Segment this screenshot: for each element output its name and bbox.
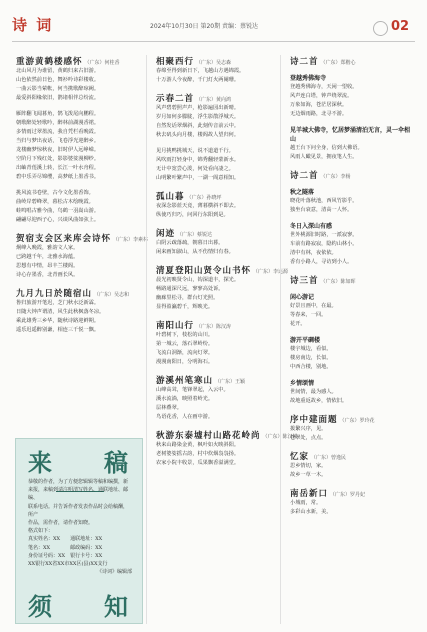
poem-line: 碧中乐弄尽锦缨，高梦纸上墨香书。 xyxy=(16,174,100,180)
poem-title-text: 秋游东泰墟村山路花岭尚 xyxy=(156,431,261,441)
poem-title-text: 闲迹 xyxy=(156,229,176,239)
poem-title xyxy=(290,169,414,181)
poem-line: 曲岭岸碧峰翠，暮松古木绘晚霞。 xyxy=(16,199,94,205)
poem-title xyxy=(290,450,414,462)
poem-author: （广东）何桂香 xyxy=(84,60,120,66)
poem-line: 风声碧碧照声声，枪影遍园出新晴。 xyxy=(156,105,240,111)
poem-author: （广东）陈汉涛 xyxy=(196,324,232,330)
notice-line: 笔名：XX 邮政编码：XX xyxy=(28,544,103,551)
poem-line: 纵使巧归巧，问回行东阳到是。 xyxy=(156,212,229,218)
poem-line: 夜深念影蓝天竟，薄暮横斜不即去。 xyxy=(156,203,240,209)
poem-line: 朝歌醉处轻歌吟，醉林前湖漫香裙。 xyxy=(16,120,100,126)
poem-line: 等春来，一回。 xyxy=(290,312,327,318)
notice-title-char: 稿 xyxy=(104,448,128,477)
notice-title-char: 知 xyxy=(104,592,128,621)
poem-author: （广东）李运源 xyxy=(253,269,289,275)
poem-author: （广东）李杨 xyxy=(320,174,351,180)
poem-block xyxy=(290,450,414,480)
poem-line: 多情雨过翠墨流，我自凭栏看晚霞。 xyxy=(16,129,100,135)
poem-line: 越王台下问全身，信到大佛语。 xyxy=(290,145,363,151)
poem-author: （广东）陈如晖 xyxy=(320,279,356,285)
poem-line: 思想有中情，昂丰兰楼阁。 xyxy=(16,263,79,269)
poem-line: 畅路通深尺远，寥寥高处诉。 xyxy=(156,286,224,292)
poem-title xyxy=(156,92,274,104)
poem-line: 晨光初映贤令山，钩深道丰，探光。 xyxy=(156,277,240,283)
notice-line: 恭敬的作者，为了方便您辑辑等稿和编撰，新 xyxy=(28,479,129,485)
poem-title-text: 九月九日於随宿山 xyxy=(16,289,93,299)
poem-line: 楼宇城边，看似。 xyxy=(290,346,332,352)
notice-title-char: 须 xyxy=(28,592,52,621)
poem-title xyxy=(290,487,414,499)
poem-block xyxy=(156,264,289,312)
poem-block xyxy=(290,274,414,286)
poem-line: 花开。 xyxy=(290,321,306,327)
poem-title-text: 诗二首 xyxy=(290,57,319,67)
column-left xyxy=(16,55,149,342)
poem-author: （广东）吴志森 xyxy=(196,60,232,66)
poem-block xyxy=(16,55,142,103)
poem-line: 雁阵翻飞闻暮角，鹄飞泼尾向鹏程。 xyxy=(16,111,100,117)
poem-block xyxy=(156,227,274,257)
poem-line: 中西合楼，别地。 xyxy=(290,364,332,370)
poem-line: 诗心存墨香，北青画长风。 xyxy=(16,272,79,278)
poem-line: 闲来画知淑山，从不伤情归有春。 xyxy=(156,249,234,255)
poem-line: 显得盈瀛碧千，辉映光。 xyxy=(156,304,214,310)
poem-block xyxy=(290,379,414,406)
poem-line: 故乡一草一木。 xyxy=(290,472,327,478)
poem-line: 清中有林，夜依依。 xyxy=(290,250,337,256)
poem-block xyxy=(290,413,414,443)
notice-body xyxy=(28,478,132,576)
poem-subtitle: 登越秀佛海寺 xyxy=(290,75,327,82)
poem-line: 溪水流淌，映照着岭光。 xyxy=(156,396,214,402)
poem-line: 当归与梦出夜话，飞卷浮光迎醉乡。 xyxy=(16,138,100,144)
poem-title xyxy=(16,287,142,299)
poem-title xyxy=(156,319,274,331)
submission-notice-box xyxy=(15,438,143,624)
poem-line: 挑风流书卷壁，古今文化墨香饰。 xyxy=(16,190,94,196)
poem-title xyxy=(156,374,274,386)
poem-title-text: 示春二首 xyxy=(156,94,195,104)
poem-subtitle: 秋之隧落 xyxy=(290,189,315,196)
poem-block xyxy=(16,189,142,225)
poem-title xyxy=(290,274,414,286)
poem-subtitle: 见羊城大佛寺，忆居梦涌清泊无言，灵一伞相山 xyxy=(290,127,411,143)
column-right xyxy=(290,55,414,524)
poem-line: 山明繁叶繁声中，一湖一阁意相知。 xyxy=(156,175,240,181)
poem-line: 见月挑鸭挑城天，说不道道千行。 xyxy=(156,148,234,154)
poem-title-text: 诗二首 xyxy=(290,171,319,181)
notice-line: 格式如下： xyxy=(28,528,54,535)
poem-line: 车前有路寂寂，隐约山林小。 xyxy=(290,241,358,247)
poem-subtitle: 闲心游记 xyxy=(290,294,315,301)
poem-author: （广东）孙晓坪 xyxy=(186,195,222,201)
poem-title-text: 序中建面题 xyxy=(290,415,338,425)
poem-block xyxy=(156,374,274,422)
notice-signature: 《诗词》编辑部 xyxy=(96,569,132,576)
poem-block xyxy=(290,188,414,215)
poem-line: 漫漫南阳日，分明海石。 xyxy=(156,359,214,365)
poem-block xyxy=(156,319,274,367)
poem-line: 香有小路人，寻访到小人。 xyxy=(290,259,353,265)
poem-line: 空阶月下残红处，影影婆娑漫柳纱。 xyxy=(16,156,100,162)
poem-title-text: 游溪州笔寒山 xyxy=(156,376,214,386)
poem-subtitle: 乡情颂情 xyxy=(290,380,315,387)
notice-line: 来报，来稿到请注明清写姓名、通联地址、邮编、 xyxy=(28,487,129,502)
poem-author: （广东）王颖 xyxy=(215,379,246,385)
notice-line: 身份证号码：XX 银行卡号：XX xyxy=(28,552,103,559)
poem-line: 自然发话翠烟斜，此刻传音前云中。 xyxy=(156,123,240,129)
poem-block xyxy=(290,487,414,517)
poem-line: 好景且画中，在最。 xyxy=(290,303,337,309)
poem-line: 农家小院丰收景，瓜果飘香溢满堂。 xyxy=(156,460,240,466)
poem-title-text: 孤山暮 xyxy=(156,192,185,202)
poem-title-text: 贺宿支会区来库会诗怀 xyxy=(16,234,112,244)
notice-line: XX银行XX省XX市XX区(县)XX支行 xyxy=(28,561,108,568)
poem-line: 风吹雨打轻身中，锦秀翻轻蒙新水。 xyxy=(156,157,240,163)
poem-line: 第一城云，落石翠岭纷。 xyxy=(156,341,214,347)
page-header xyxy=(0,0,427,46)
poem-line: 晓花叶落秋池，西风竹影乎。 xyxy=(290,198,358,204)
poem-line: 最爱斜阳缘依旧，鹊诸相伴总纷流。 xyxy=(16,95,100,101)
poem-line: 十万游人今夜醉，千门灯火两阑珊。 xyxy=(156,77,240,83)
poem-subtitle: 游开平碉楼 xyxy=(290,337,321,344)
poem-block xyxy=(156,92,274,140)
notice-line: 联系电话。并告诉作者发表作品时会给稿酬，所产 xyxy=(28,503,129,518)
poem-line: 白阴云疏落疏，朝暮日出暮。 xyxy=(156,240,224,246)
poem-block xyxy=(290,169,414,181)
poem-line: 层林叠翠。 xyxy=(156,405,182,411)
poem-title-text: 忆家 xyxy=(290,452,310,462)
poem-line: 遥乐迟遥醉别谦，相连三千悦一飘。 xyxy=(16,327,100,333)
poem-line: 幽廊里松寻，群台灯光照。 xyxy=(156,295,219,301)
poem-line: 日随大钟声谓清，风生此秋枫落冬凉。 xyxy=(16,309,105,315)
poem-line: 苍翠处，点点。 xyxy=(290,435,327,441)
poem-block xyxy=(290,55,414,67)
poem-line: 拨繁兴序，见。 xyxy=(290,426,327,432)
poem-author: （广东）吴志和 xyxy=(94,292,130,298)
poem-line: 已跨越千年，北雅水海蕴。 xyxy=(16,254,79,260)
issue-date-line: 2024年10月30日 第20期 责编：蔡锐达 xyxy=(150,23,258,30)
poem-line: 世外桃源旧时路，一派寂寥。 xyxy=(290,232,358,238)
column-divider xyxy=(280,55,281,624)
poem-title xyxy=(156,55,274,67)
poem-line: 一曲云影当萦帐，何当携歌醉琼阙。 xyxy=(16,86,100,92)
poem-line: 鲁归旅游开笔迟，芝门秋水泛新霖。 xyxy=(16,300,100,306)
poem-line: 万象如海，苍茫居深秋。 xyxy=(290,102,348,108)
poem-title xyxy=(16,55,142,67)
poem-title xyxy=(16,232,149,244)
poem-author: （广东）郑楷心 xyxy=(320,60,356,66)
page-number: 02 xyxy=(391,19,410,34)
poem-title xyxy=(156,429,298,441)
poem-line: 老树婆娑摇古韵，村中炊烟袅袅扬。 xyxy=(156,451,240,457)
poem-title xyxy=(156,227,274,239)
poem-block xyxy=(16,110,142,182)
poem-title xyxy=(290,55,414,67)
poem-title xyxy=(156,264,289,276)
poem-block xyxy=(156,147,274,183)
poem-line: 思乡情切，家。 xyxy=(290,463,327,469)
poem-title-text: 诗三首 xyxy=(290,276,319,286)
poem-author: （广东）罗丹妃 xyxy=(330,492,366,498)
poem-block xyxy=(290,336,414,372)
poem-line: 登越秀佛海寺，天闲一望收。 xyxy=(290,84,358,90)
column-divider xyxy=(146,55,147,624)
poem-block xyxy=(290,222,414,267)
header-divider xyxy=(12,41,415,42)
poem-line: 独坐台衰意，清高一人怀。 xyxy=(290,207,353,213)
poem-line: 北山风月为谁留，黄鹤归来古旧游。 xyxy=(16,68,100,74)
page-brand: 诗 词 xyxy=(12,16,54,34)
poem-author: （广东）蔡锐达 xyxy=(177,232,213,238)
poem-line: 山峰高耸，笔锋翠起，入云中。 xyxy=(156,387,229,393)
poem-line: 故地重返故乡，情依旧。 xyxy=(290,398,348,404)
poem-title xyxy=(290,413,414,425)
poem-line: 山色依然前日色，舞衫吟诗彩楼收。 xyxy=(16,77,100,83)
poem-block xyxy=(156,429,298,468)
poem-subtitle: 冬日入深山有感 xyxy=(290,223,333,230)
poem-line: 风声连白塔，钟声绕翠流。 xyxy=(290,93,353,99)
poem-block xyxy=(156,55,274,85)
poem-line: 春绵至得到新日下，飞越山方遇锦霞。 xyxy=(156,68,245,74)
poem-title-text: 清夏登阳山贤令山书怀 xyxy=(156,266,252,276)
poem-block xyxy=(16,232,149,280)
poem-title-text: 相聚西行 xyxy=(156,57,195,67)
poem-line: 无边烟雨路，北寻不游。 xyxy=(290,111,348,117)
poem-author: （广东）李素林 xyxy=(113,237,149,243)
poem-line: 无计中宽尝心泼，何处看向凄之。 xyxy=(156,166,234,172)
poem-block xyxy=(290,126,414,162)
poem-author: （广东）黄向鸿 xyxy=(196,97,232,103)
circle-icon xyxy=(373,21,388,36)
poem-line: 楼房南边，长似。 xyxy=(290,355,332,361)
notice-title-char: 来 xyxy=(28,448,52,477)
poem-author: （广东）陈汉娣 xyxy=(262,434,298,440)
poem-line: 蛙鸣唱古雅今曲，鸟鹤一羽嵩山游。 xyxy=(16,208,100,214)
poem-title-text: 南岳新口 xyxy=(290,489,329,499)
poem-line: 飞流白洞渐，流向灯翠。 xyxy=(156,350,214,356)
poem-block xyxy=(156,190,274,220)
poem-line: 风雨人瞰见景，拥夜笔人生。 xyxy=(290,154,358,160)
poem-title xyxy=(156,190,274,202)
poem-line: 鸟语花香，人在画中游。 xyxy=(156,414,214,420)
poem-line: 岁月如何多朦胧，浮生影散浮城天。 xyxy=(156,114,240,120)
poem-line: 秋去矶头向月楼，楼阁故人望归何。 xyxy=(156,132,240,138)
poem-line: 翩翩尽迎西子心，兴谈风曲如弦上。 xyxy=(16,217,100,223)
poem-block xyxy=(290,293,414,329)
poem-title-text: 重游黄鹤楼感怀 xyxy=(16,57,83,67)
poem-line: 炯峰入晚霞，雅韵文人家。 xyxy=(16,245,79,251)
poem-line: 小城雨，常。 xyxy=(290,500,322,506)
poem-line: 秋来山路染金黄，枫叶如火映斜阳。 xyxy=(156,442,240,448)
poem-line: 乘此雄秀三乡华，随秋诗路迎鲜期。 xyxy=(16,318,100,324)
poem-line: 叶碧树下，枝松的山川。 xyxy=(156,332,214,338)
notice-line: 作品，需作者，请作者知晓。 xyxy=(28,520,94,527)
poem-author: （广东）曾逸民 xyxy=(311,455,347,461)
poem-title-text: 南阳山行 xyxy=(156,321,195,331)
poem-block xyxy=(290,74,414,119)
poem-line: 多彩山水新，美。 xyxy=(290,509,332,515)
poem-author: （广东）罗玲花 xyxy=(339,418,375,424)
poem-block xyxy=(16,287,142,335)
notice-line: 真实姓名：XX 通联地址：XX xyxy=(28,536,103,543)
poem-line: 出岫青莲溪上转，长江一叶水舟程。 xyxy=(16,165,100,171)
poem-line: 龙楼幽梦惊秋夜，旧时伊人远峥嵘。 xyxy=(16,147,100,153)
poem-line: 世间情，最为感人。 xyxy=(290,389,337,395)
